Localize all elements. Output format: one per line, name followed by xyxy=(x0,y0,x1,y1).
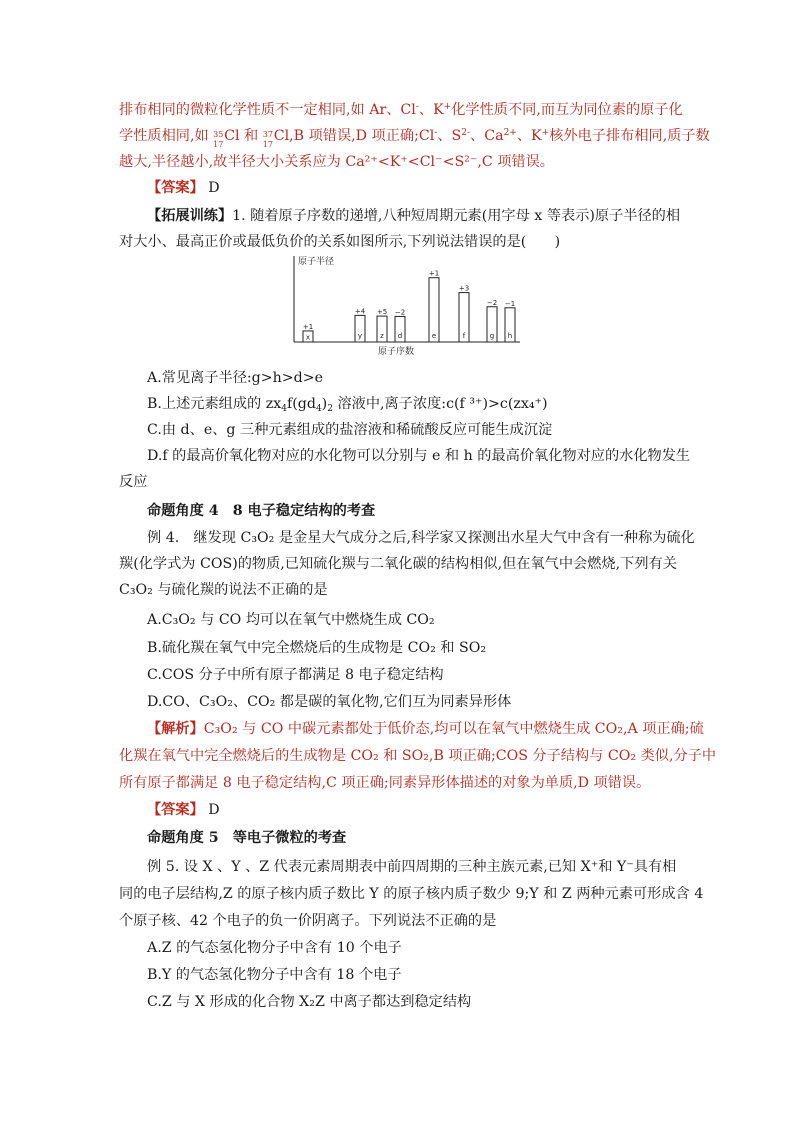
example-4-option-a: A.C₃O₂ 与 CO 均可以在氧气中燃烧生成 CO₂ xyxy=(147,612,435,628)
valence-label-z: +5 xyxy=(376,308,388,317)
valence-label-x: +1 xyxy=(302,322,314,331)
example-5-option-a: A.Z 的气态氢化物分子中含有 10 个电子 xyxy=(147,940,402,956)
y-axis-label: 原子半径 xyxy=(298,257,335,267)
extension-line-1: 【拓展训练】1. 随着原子序数的递增,八种短周期元素(用字母 x 等表示)原子半径的相 xyxy=(147,208,681,224)
intro-line-3: 越大,半径越小,故半径大小关系应为 Ca²⁺<K⁺<Cl⁻<S²⁻,C 项错误。 xyxy=(119,154,554,170)
example-4-option-c: C.COS 分子中所有原子都满足 8 电子稳定结构 xyxy=(147,667,444,683)
bar-label-e: e xyxy=(431,332,437,340)
section-angle-5: 命题角度 5 等电子微粒的考查 xyxy=(147,830,347,846)
analysis-4-line-1: 【解析】C₃O₂ 与 CO 中碳元素都处于低价态,均可以在氧气中燃烧生成 CO₂,A 项正确;硫 xyxy=(147,721,704,737)
example-4-option-b: B.硫化羰在氧气中完全燃烧后的生成物是 CO₂ 和 SO₂ xyxy=(147,640,487,656)
example-4-line-2: 羰(化学式为 COS)的物质,已知硫化羰与二氧化碳的结构相似,但在氧气中会燃烧,下列有关 xyxy=(119,556,677,572)
example-4-line-3: C₃O₂ 与硫化羰的说法不正确的是 xyxy=(119,582,328,598)
option-1-b: B.上述元素组成的 $zx_4f(gd_4)_2$ 溶液中,离子浓度:c(f ³⁺)>c(zx₄⁺) xyxy=(147,396,548,414)
valence-label-d: −2 xyxy=(394,308,406,317)
answer-2: 【答案】 D xyxy=(147,802,220,818)
intro-line-2: 学性质相同,如 35 17 Cl 和 37 17 Cl,B 项错误,D 项正确;Cl-、$S^{2-}$、$Ca^{2+}$、K+核外电子排布相同,质子数 xyxy=(119,128,710,149)
example-5-option-b: B.Y 的气态氢化物分子中含有 18 个电子 xyxy=(147,967,402,983)
x-axis-label: 原子序数 xyxy=(378,347,415,357)
bar-label-d: d xyxy=(397,332,403,340)
example-5-line-1: 例 5. 设 X 、Y 、Z 代表元素周期表中前四周期的三种主族元素,已知 X⁺和 Y⁻具有相 xyxy=(147,859,677,875)
bar-label-y: y xyxy=(357,332,363,340)
example-4-option-d: D.CO、C₃O₂、CO₂ 都是碳的氧化物,它们互为同素异形体 xyxy=(147,694,512,710)
valence-label-y: +4 xyxy=(354,307,366,316)
example-5-line-3: 个原子核、42 个电子的负一价阴离子。下列说法不正确的是 xyxy=(119,913,497,929)
section-angle-4: 命题角度 4 8 电子稳定结构的考查 xyxy=(147,503,376,519)
analysis-4-line-3: 所有原子都满足 8 电子稳定结构,C 项正确;同素异形体描述的对象为单质,D 项错误。 xyxy=(119,775,651,791)
option-1-d-cont: 反应 xyxy=(119,474,148,490)
valence-label-e: +1 xyxy=(428,269,440,278)
option-1-a: A.常见离子半径:g>h>d>e xyxy=(147,370,324,386)
isotope-cl37: 37 17 xyxy=(262,130,273,149)
bar-label-g: g xyxy=(489,332,495,340)
atomic-radius-chart xyxy=(286,252,524,362)
example-5-line-2: 同的电子层结构,Z 的原子核内质子数比 Y 的原子核内质子数少 9;Y 和 Z 两种元素可形成含 4 xyxy=(119,886,704,902)
example-5-option-c: C.Z 与 X 形成的化合物 X₂Z 中离子都达到稳定结构 xyxy=(147,994,472,1010)
bar-label-z: z xyxy=(380,332,384,340)
bar-label-h: h xyxy=(507,332,513,340)
option-1-c: C.由 d、e、g 三种元素组成的盐溶液和稀硫酸反应可能生成沉淀 xyxy=(147,422,553,438)
intro-line-1: 排布相同的微粒化学性质不一定相同,如 Ar、Cl-、K+化学性质不同,而互为同位素的原子化 xyxy=(119,102,683,118)
valence-label-h: −1 xyxy=(504,299,516,308)
isotope-cl35: 35 17 xyxy=(213,130,224,149)
valence-label-f: +3 xyxy=(458,284,470,293)
bar-label-x: x xyxy=(305,333,311,342)
option-1-d: D.f 的最高价氧化物对应的水化物可以分别与 e 和 h 的最高价氧化物对应的水化物发生 xyxy=(147,448,691,464)
analysis-4-line-2: 化羰在氧气中完全燃烧后的生成物是 CO₂ 和 SO₂,B 项正确;COS 分子结构与 CO₂ 类似,分子中 xyxy=(119,748,717,764)
bar-label-f: f xyxy=(462,332,466,340)
answer-1: 【答案】 D xyxy=(147,180,220,196)
valence-label-g: −2 xyxy=(486,298,498,307)
example-4-line-1: 例 4. 继发现 C₃O₂ 是金星大气成分之后,科学家又探测出水星大气中含有一种称为硫化 xyxy=(147,530,695,546)
extension-line-2: 对大小、最高正价或最低负价的关系如图所示,下列说法错误的是( ) xyxy=(119,234,561,250)
